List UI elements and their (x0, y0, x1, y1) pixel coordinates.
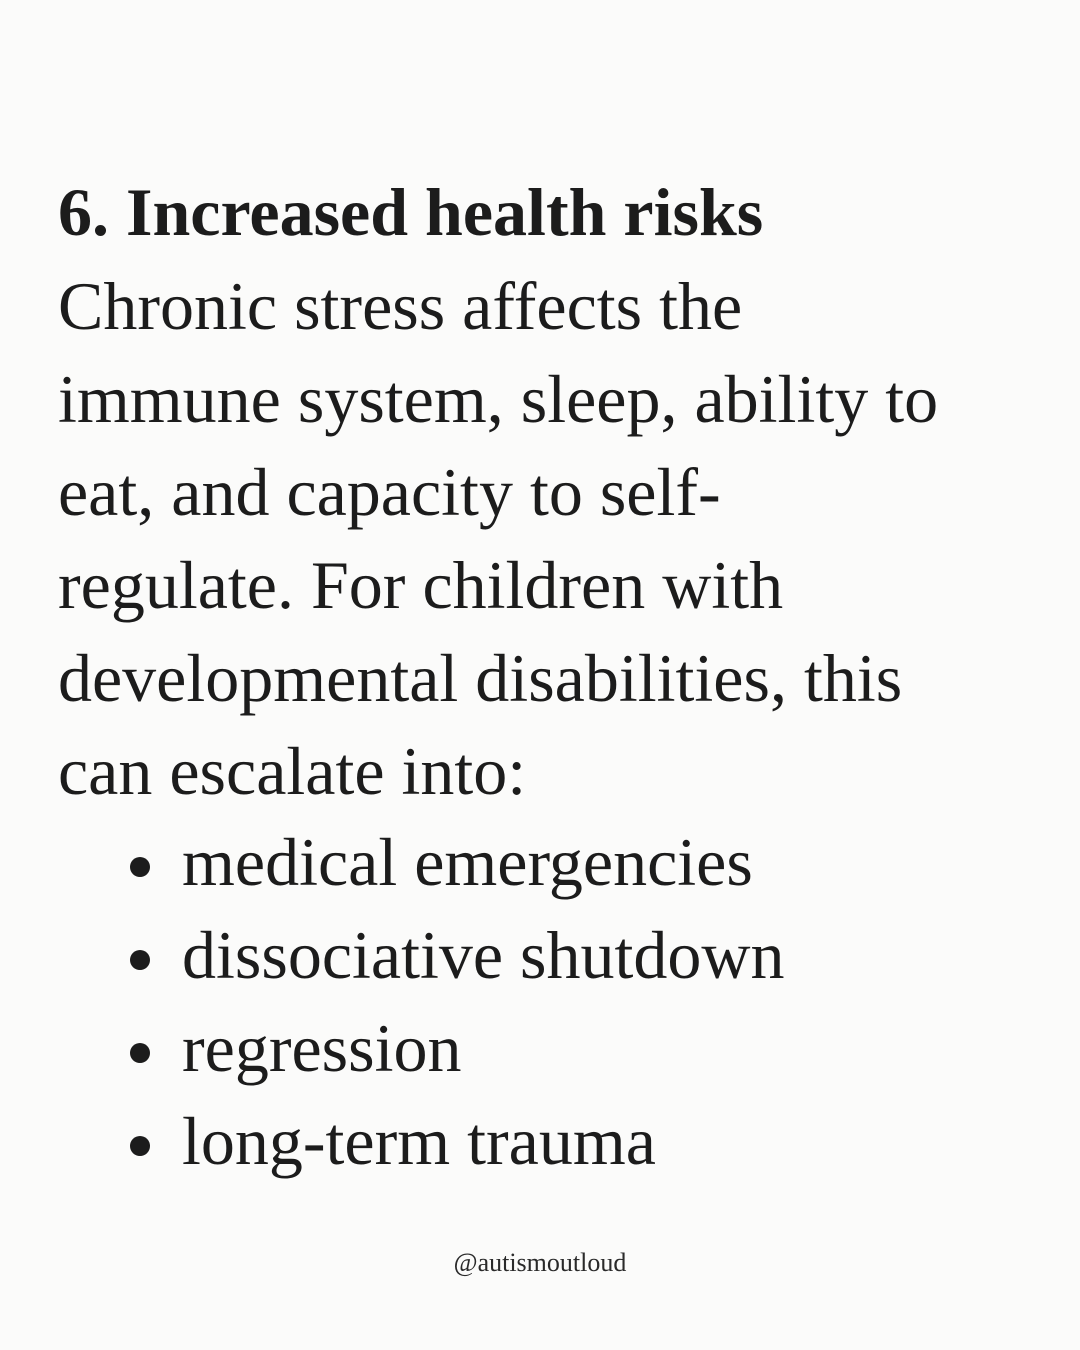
body-line: immune system, sleep, ability to (58, 361, 939, 437)
list-item (130, 816, 785, 909)
bullet-list (130, 816, 785, 1188)
bullet-icon (130, 857, 150, 877)
body-line: can escalate into: (58, 733, 527, 809)
section-heading: 6. Increased health risks (58, 174, 764, 250)
body-line: Chronic stress affects the (58, 268, 743, 344)
list-item (130, 1002, 785, 1095)
bullet-icon (130, 950, 150, 970)
body-paragraph (58, 260, 938, 818)
author-handle: @autismoutloud (453, 1248, 627, 1277)
list-item (130, 1095, 785, 1188)
list-item-text: long-term trauma (182, 1103, 656, 1179)
bullet-icon (130, 1043, 150, 1063)
body-line: regulate. For children with (58, 547, 784, 623)
list-item-text: dissociative shutdown (182, 917, 785, 993)
body-line: eat, and capacity to self- (58, 454, 721, 530)
list-item-text: regression (182, 1010, 462, 1086)
body-line: developmental disabilities, this (58, 640, 903, 716)
bullet-icon (130, 1136, 150, 1156)
list-item (130, 909, 785, 1002)
list-item-text: medical emergencies (182, 824, 753, 900)
